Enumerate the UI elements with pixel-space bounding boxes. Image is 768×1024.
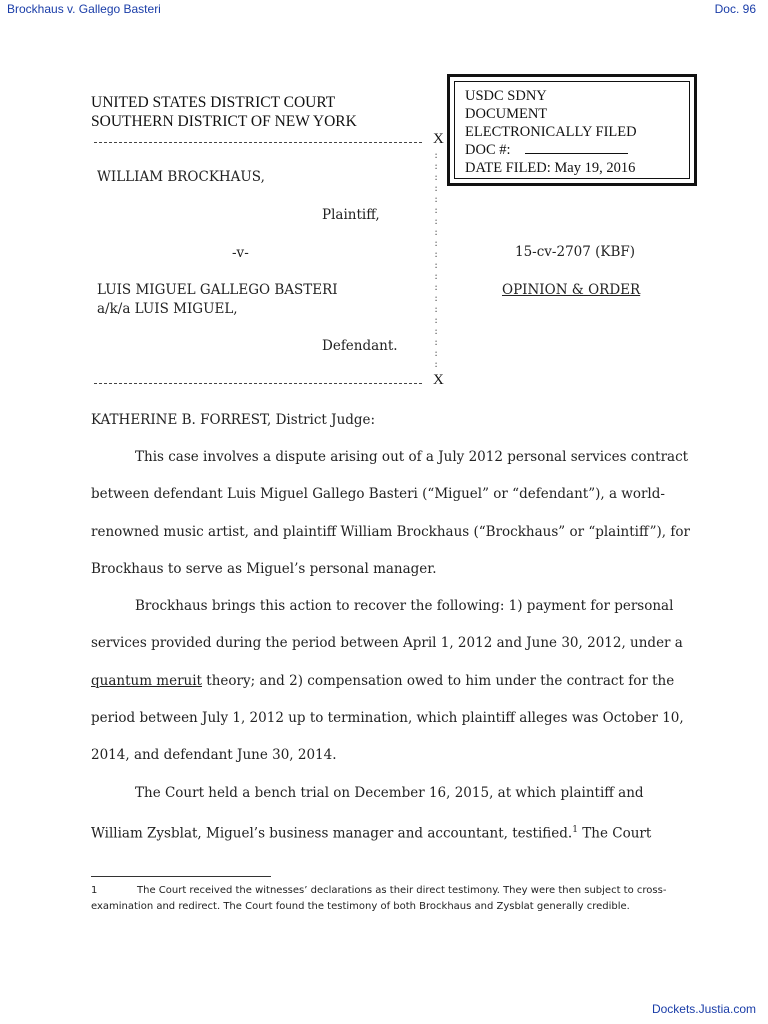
judge-line: KATHERINE B. FORREST, District Judge: [91, 412, 376, 428]
filing-stamp [447, 74, 697, 186]
caption-bottom-rule [94, 383, 422, 384]
plaintiff-role: Plaintiff, [322, 207, 380, 223]
caption-bottom-x: X [433, 372, 444, 388]
footnote-number: 1 [91, 885, 98, 896]
stamp-doc-label: DOC #: [465, 142, 511, 158]
plaintiff-name: WILLIAM BROCKHAUS, [97, 169, 265, 185]
paragraph-2-text-b: theory; and 2) compensation owed to him under the contract for the period between July 1, 2012 up to termination, which plaintiff alleges was October 10, 2014, and defendant June 30, 2014. [91, 672, 684, 764]
paragraph-1: This case involves a dispute arising out of a July 2012 personal services contract between defendant Luis Miguel Gallego Basteri (“Miguel” or “defendant”), a world-renowned music artist, and plaintiff William Brockhaus (“Brockhaus” or “plaintiff”), for Brockhaus to serve as Miguel’s personal manager. [91, 449, 690, 577]
defendant-name-line2: a/k/a LUIS MIGUEL, [97, 301, 238, 317]
stamp-date-filed: DATE FILED: May 19, 2016 [465, 160, 636, 176]
paragraph-3 [91, 775, 691, 853]
justia-footer-link[interactable]: Dockets.Justia.com [651, 1002, 756, 1016]
case-title-link[interactable]: Brockhaus v. Gallego Basteri [7, 2, 161, 16]
footnote-rule [91, 876, 271, 877]
defendant-role: Defendant. [322, 338, 398, 354]
footnote [91, 883, 671, 915]
footnote-reference[interactable]: 1 [572, 824, 578, 835]
paragraph-3-text-b: The Court [577, 825, 652, 842]
paragraph-2-text-a: Brockhaus brings this action to recover the following: 1) payment for personal services provided during the period between April 1, 2012 and June 30, 2012, under a [91, 598, 683, 652]
caption-top-x: X [433, 131, 444, 147]
caption-top-rule [94, 142, 422, 143]
court-name-line1: UNITED STATES DISTRICT COURT [91, 94, 336, 111]
stamp-court: USDC SDNY [465, 88, 547, 104]
caption-colon-column: : : : : : : : : : : : : : : : : : : : : [434, 150, 438, 370]
stamp-electronically-filed: ELECTRONICALLY FILED [465, 124, 637, 140]
document-type: OPINION & ORDER [502, 282, 641, 298]
opinion-body [91, 439, 691, 853]
court-name-line2: SOUTHERN DISTRICT OF NEW YORK [91, 113, 357, 130]
quantum-meruit-term: quantum meruit [91, 672, 202, 689]
stamp-doc-number [465, 141, 681, 159]
filing-stamp-inner [454, 81, 690, 179]
stamp-document: DOCUMENT [465, 106, 548, 122]
defendant-name-line1: LUIS MIGUEL GALLEGO BASTERI [97, 282, 338, 298]
paragraph-2 [91, 588, 691, 774]
stamp-doc-blank [525, 141, 628, 154]
paragraph-3-text-a: The Court held a bench trial on December 16, 2015, at which plaintiff and William Zysblat, Miguel’s business manager and accountant, testified. [91, 784, 644, 842]
case-number: 15-cv-2707 (KBF) [515, 244, 636, 260]
footnote-text: The Court received the witnesses’ declarations as their direct testimony. They were then subject to cross-examination and redirect. The Court found the testimony of both Brockhaus and Zysblat generally credible. [91, 885, 667, 912]
versus: -v- [232, 245, 249, 261]
doc-number-link[interactable]: Doc. 96 [714, 2, 756, 16]
